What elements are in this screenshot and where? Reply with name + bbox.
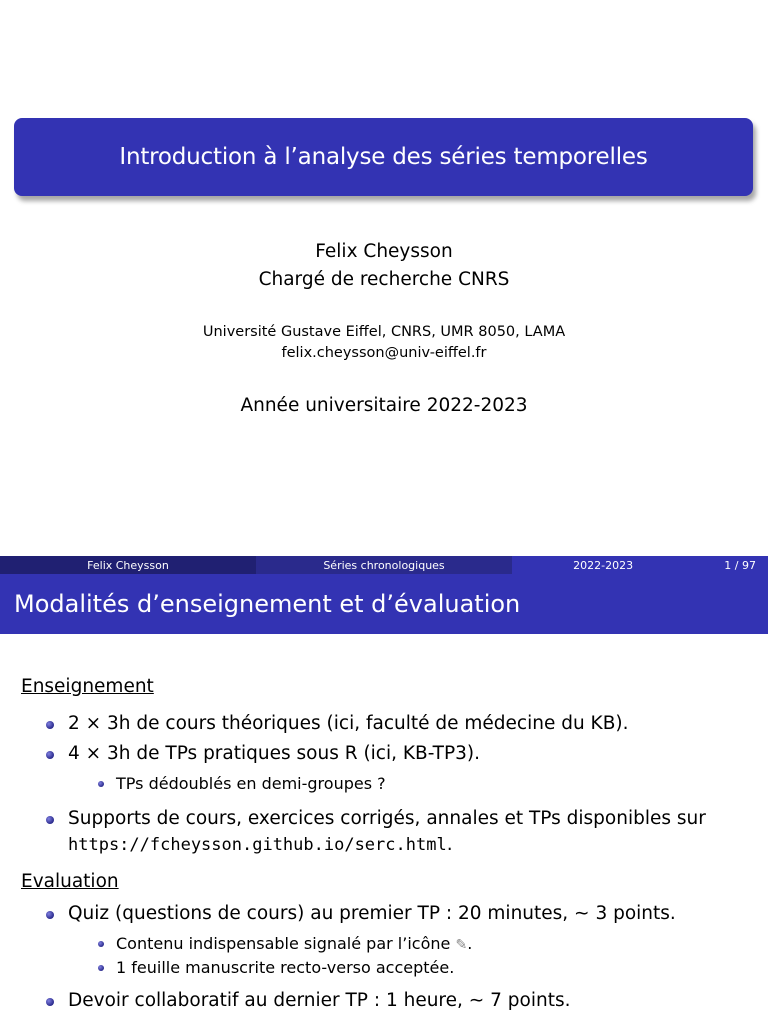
sub-list-item bbox=[116, 933, 472, 956]
sub-bullet bbox=[98, 965, 104, 971]
list-item bbox=[68, 806, 748, 858]
email: felix.cheysson@univ-eiffel.fr bbox=[281, 345, 487, 361]
section-enseignement: Enseignement bbox=[21, 676, 154, 697]
slide2-title: Modalités d’enseignement et d’évaluation bbox=[14, 590, 521, 618]
footer-short-title: Séries chronologiques bbox=[256, 556, 512, 574]
author-block bbox=[0, 238, 768, 294]
academic-year: Année universitaire 2022-2023 bbox=[240, 395, 528, 416]
footer-page-number: 1 / 97 bbox=[724, 558, 756, 572]
footer-date: 2022-2023 bbox=[573, 558, 634, 572]
author-position: Chargé de recherche CNRS bbox=[258, 269, 510, 290]
footer-author: Felix Cheysson bbox=[0, 556, 256, 574]
sub-bullet bbox=[98, 781, 104, 787]
presentation-title: Introduction à l’analyse des séries temporelles bbox=[119, 144, 648, 170]
author-name: Felix Cheysson bbox=[315, 241, 453, 262]
section-evaluation: Evaluation bbox=[21, 871, 119, 892]
course-url[interactable]: https://fcheysson.github.io/serc.html bbox=[68, 835, 447, 855]
list-item: Quiz (questions de cours) au premier TP : 20 minutes, ∼ 3 points. bbox=[68, 903, 676, 924]
bullet bbox=[46, 998, 54, 1006]
sub-list-item-text: Contenu indispensable signalé par l’icône bbox=[116, 934, 451, 953]
sub-list-item: TPs dédoublés en demi-groupes ? bbox=[116, 774, 386, 793]
list-item: 2 × 3h de cours théoriques (ici, faculté de médecine du KB). bbox=[68, 713, 629, 734]
bullet bbox=[46, 911, 54, 919]
bullet bbox=[46, 721, 54, 729]
sub-bullet bbox=[98, 941, 104, 947]
footer-bar bbox=[0, 556, 768, 574]
sub-list-item: 1 feuille manuscrite recto-verso acceptée. bbox=[116, 958, 455, 977]
title-box bbox=[14, 118, 753, 196]
punctuation: . bbox=[467, 934, 473, 953]
bullet bbox=[46, 751, 54, 759]
bullet bbox=[46, 816, 54, 824]
affiliation: Université Gustave Eiffel, CNRS, UMR 8050, LAMA bbox=[202, 324, 566, 340]
institution-block bbox=[0, 322, 768, 364]
list-item: Devoir collaboratif au dernier TP : 1 heure, ∼ 7 points. bbox=[68, 990, 571, 1011]
pencil-icon: ✎ bbox=[455, 937, 468, 953]
footer-right bbox=[512, 556, 768, 574]
frame-title bbox=[0, 574, 768, 634]
list-item-url-line bbox=[68, 832, 748, 858]
list-item: 4 × 3h de TPs pratiques sous R (ici, KB-TP3). bbox=[68, 743, 481, 764]
punctuation: . bbox=[446, 834, 453, 855]
list-item-text: Supports de cours, exercices corrigés, annales et TPs disponibles sur bbox=[68, 808, 706, 829]
